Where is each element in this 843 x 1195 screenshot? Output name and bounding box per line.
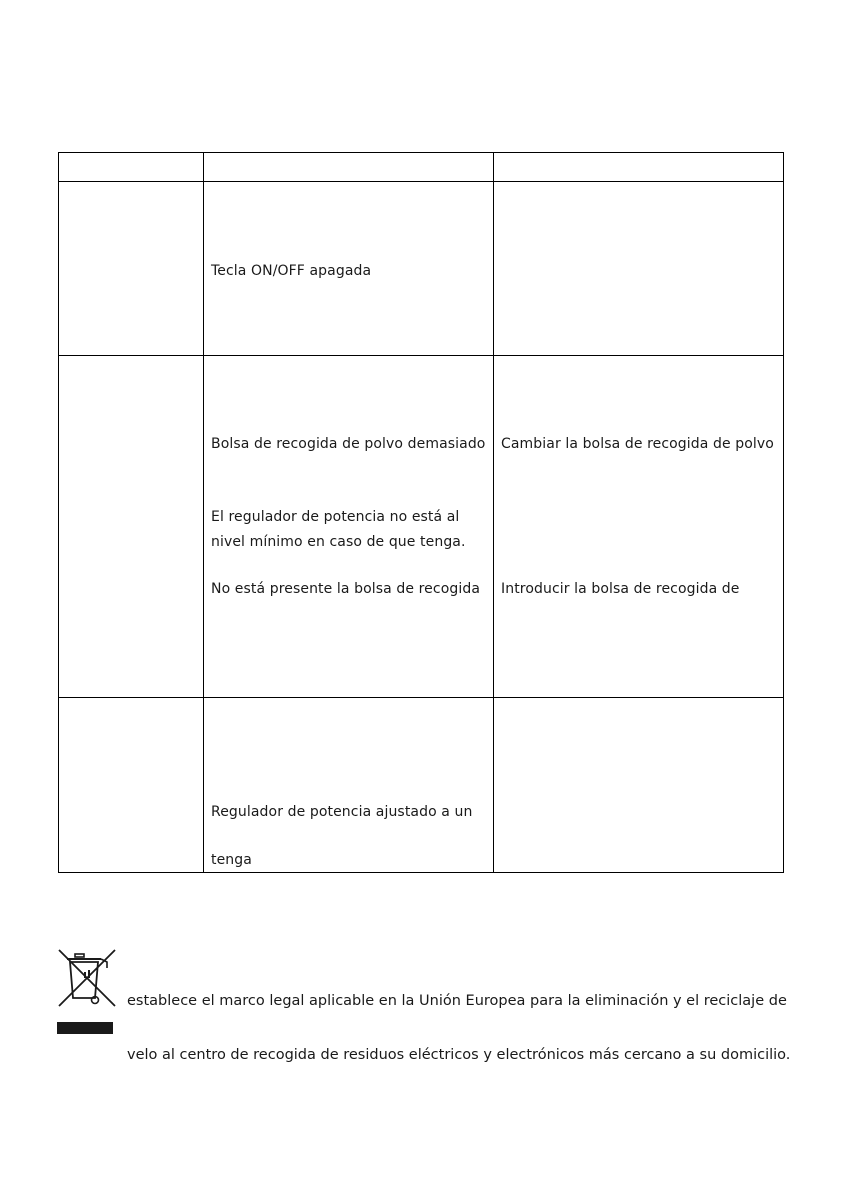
table-column-divider	[203, 152, 204, 873]
table-cell-cause: Tecla ON/OFF apagada	[211, 263, 372, 279]
table-border-top	[58, 152, 784, 153]
table-border-left	[58, 152, 59, 873]
disposal-text-line: velo al centro de recogida de residuos eléctricos y electrónicos más cercano a su domicilio.	[127, 1047, 791, 1063]
table-border-bottom	[58, 872, 784, 873]
table-cell-solution: Introducir la bolsa de recogida de	[501, 581, 740, 597]
table-cell-cause: Regulador de potencia ajustado a un	[211, 804, 473, 820]
table-border-right	[783, 152, 784, 873]
table-row-divider	[58, 697, 784, 698]
table-cell-cause: Bolsa de recogida de polvo demasiado	[211, 436, 486, 452]
table-cell-cause: nivel mínimo en caso de que tenga.	[211, 534, 466, 550]
table-cell-cause: No está presente la bolsa de recogida	[211, 581, 480, 597]
crossed-out-wheelie-bin-icon	[55, 948, 119, 1036]
table-cell-cause: tenga	[211, 852, 252, 868]
table-cell-cause: El regulador de potencia no está al	[211, 509, 460, 525]
table-row-divider	[58, 355, 784, 356]
disposal-text-line: establece el marco legal aplicable en la Unión Europea para la eliminación y el reciclaje de	[127, 993, 787, 1009]
table-column-divider	[493, 152, 494, 873]
table-header-divider	[58, 181, 784, 182]
table-cell-solution: Cambiar la bolsa de recogida de polvo	[501, 436, 774, 452]
